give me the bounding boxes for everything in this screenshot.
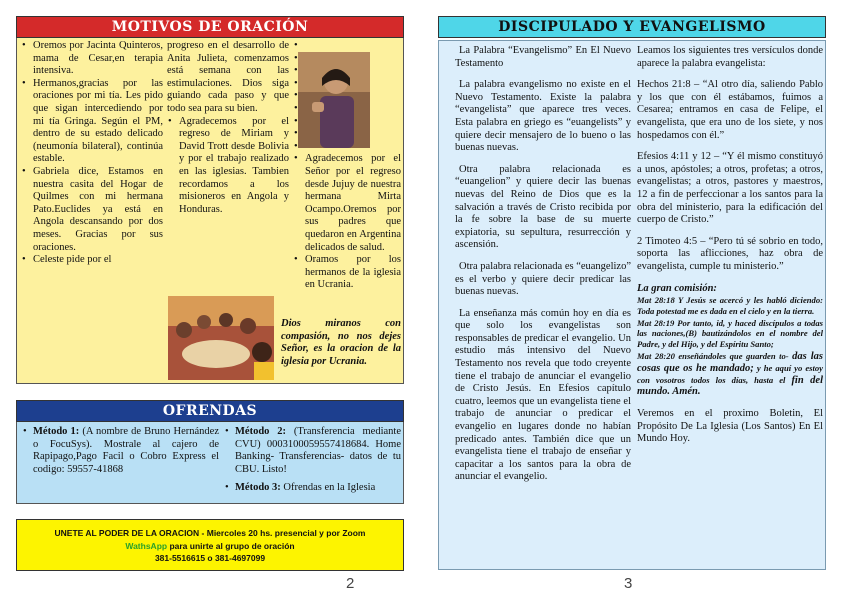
- metodo-2-text: (Transferencia mediante CVU) 0003100059557418684. Home Banking- Transferencias- datos de tu CBU. Listo!: [235, 426, 401, 475]
- verse-part: y he aquí yo estoy con vosotros todos los días, hasta: [637, 362, 823, 385]
- metodo-3: [225, 482, 401, 495]
- verse-hechos: Hechos 21:8 – “Al otro día, saliendo Pablo y los que con él estábamos, fuimos a Cesarea; entramos en casa de Felipe, el evangelista, que era uno de los siete, y nos hospedamos con él.”: [637, 79, 823, 141]
- verse-part: fin del mundo. Amén.: [637, 374, 823, 398]
- metodo-3-label: Método 3:: [235, 482, 281, 494]
- discipulado-col-2: [637, 45, 823, 455]
- article-paragraph: Otra palabra relacionada es “euangelion” y quiere decir las buenas nuevas del Reino de Dios que es la salvación a través de Cristo recibida por la fe sobre la base de su muerte expiatoria, su sepultura, resurrección y ascensión.: [455, 163, 631, 251]
- prayer-continuation: progreso en el desarrollo de Anita Julieta, comenzamos está semana con las estimulaciones. Dios siga guiando cada paso y que todo sea para su bien.: [167, 40, 289, 114]
- metodo-1-text: (A nombre de Bruno Hernández o FocuSys). Mostrale al cajero de Rapipago,Pago Facil o Cobro Express el codigo: 59557-41868: [33, 426, 219, 475]
- verse-timoteo: 2 Timoteo 4:5 – “Pero tú sé sobrio en todo, soporta las aflicciones, haz obra de evangelista, cumple tu ministerio.”: [637, 235, 823, 272]
- verse-part: das las cosas que os he mandado;: [637, 351, 823, 374]
- discipulado-col-1: [455, 45, 631, 493]
- gran-comision-title: La gran comisión:: [637, 282, 717, 294]
- article-paragraph: Leamos los siguientes tres versículos donde aparece la palabra evangelista:: [637, 45, 823, 69]
- empty-bullet: [293, 40, 401, 53]
- prayer-item: • Agradecemos por el regreso de Miriam y David Trott desde Bolivia y por el trabajo realizado en las iglesias. Tambien recordamos a los misioneros en Angola y Honduras.: [167, 116, 289, 217]
- article-title: La Palabra “Evangelismo” En El Nuevo Testamento: [455, 45, 631, 69]
- prayer-item: • Celeste pide por el: [21, 254, 163, 267]
- prayer-item: • Agradecemos por el Señor por el regreso desde Jujuy de nuestra hermana Mirta Ocampo.Oremos por sus padres que quedaron en Argentina delicados de salud.: [293, 153, 401, 254]
- ofrendas-header: OFRENDAS: [16, 400, 404, 422]
- metodo-2-label: Método 2:: [235, 426, 286, 437]
- discipulado-header: DISCIPULADO Y EVANGELISMO: [438, 16, 826, 38]
- motivos-col-2: [167, 40, 289, 216]
- metodo-3-text: Ofrendas en la Iglesia: [280, 482, 376, 494]
- woman-photo: [298, 52, 370, 148]
- prayer-closing: Dios miranos con compasión, no nos dejes Señor, es la oracion de la iglesia por Ucrania.: [281, 318, 401, 367]
- verse-part: Mat 28:20 enseñándoles que guarden to-: [637, 351, 789, 362]
- prayer-item: • Hermanos,gracias por las oraciones por mi tía. Les pido que sigan intercediendo por mi tía Gringa. Según el PM, dentro de su estado delicado (neumonía bilateral), continúa estable.: [21, 78, 163, 166]
- prayer-item: • Oremos por Jacinta Quinteros, mama de Cesar,en terapia intensiva.: [21, 40, 163, 78]
- verse-mat-28-18: Mat 28:18 Y Jesús se acercó y les habló diciendo: Toda potestad me es dada en el cielo y en la tierra.: [637, 295, 823, 316]
- metodo-2: [225, 426, 401, 476]
- banner-line-1: UNETE AL PODER DE LA ORACION - Miercoles 20 hs. presencial y por Zoom: [54, 528, 366, 538]
- article-paragraph: La palabra evangelismo no existe en el Nuevo Testamento. Existe la palabra “evangelista” que aparece tres veces. Esta palabra en griego es “euangelists” y quiere decir mensajero de lo bueno o las buenas nuevas.: [455, 79, 631, 154]
- discipulado-section: [438, 40, 826, 570]
- group-photo: [168, 296, 274, 380]
- verse-mat-28-20: [637, 351, 823, 398]
- prayer-item: • Gabriela dice, Estamos en nuestra casita del Hogar de Quilmes con mi hermana Pato.Euclides ya está en Angola descansando por dos meses. Gracias por sus oraciones.: [21, 166, 163, 254]
- article-paragraph: Otra palabra relacionada es “euangelizo” es el verbo y quiere decir predicar las buenas nuevas.: [455, 260, 631, 298]
- motivos-header: MOTIVOS DE ORACIÓN: [16, 16, 404, 38]
- page-number-right: 3: [624, 575, 633, 592]
- motivos-col-1: [21, 40, 163, 267]
- article-paragraph: La enseñanza más común hoy en día es que solo los evangelistas son responsables de predicar el evangelio. Un estudio más intensivo del Nuevo Testamento nos revela que todo creyente tiene el trabajo de anunciar el evangelio de Cristo Jesús. En Efesios capítulo cuatro, leemos que un evangelista tiene el trabajo de anunciar o predicar el evangelio en lugares donde no habían predicado antes. También dice que un evangelista tiene el trabajo de enseñar y capacitar a los santos para la obra de anunciar el evangelio.: [455, 307, 631, 483]
- metodo-1: [23, 426, 219, 476]
- verse-efesios: Efesios 4:11 y 12 – “Y él mismo constituyó a unos, apóstoles; a otros, profetas; a otros, evangelistas; a otros, pastores y maestros, 12 a fin de perfeccionar a los santos para la obra del ministerio, para la edificación del cuerpo de Cristo.”: [637, 151, 823, 226]
- ofrendas-section: [16, 422, 404, 504]
- page-number-left: 2: [346, 575, 355, 592]
- banner-line-2-text: para unirte al grupo de oración: [167, 540, 295, 551]
- whatsapp-label: WathsApp: [125, 540, 168, 551]
- banner-line-2: [17, 540, 403, 553]
- ofrendas-col-1: [23, 426, 219, 476]
- ofrendas-col-2: [225, 426, 401, 495]
- verse-mat-28-19: Mat 28:19 Por tanto, id, y haced discípulos a todas las naciones,(B) bautizándolos en el nombre del Padre, y del Hijo, y del Espíritu Santo;: [637, 317, 823, 350]
- banner-phones: 381-5516615 o 381-4697099: [154, 553, 266, 563]
- verse-part: el: [779, 374, 792, 385]
- closing-note: Veremos en el proximo Boletin, El Propósito De La Iglesia (Los Santos) En El Mundo Hoy.: [637, 408, 823, 445]
- prayer-meeting-banner: [16, 519, 404, 571]
- prayer-item: • Oramos por los hermanos de la iglesia en Ucrania.: [293, 254, 401, 292]
- metodo-1-label: Método 1:: [33, 426, 80, 437]
